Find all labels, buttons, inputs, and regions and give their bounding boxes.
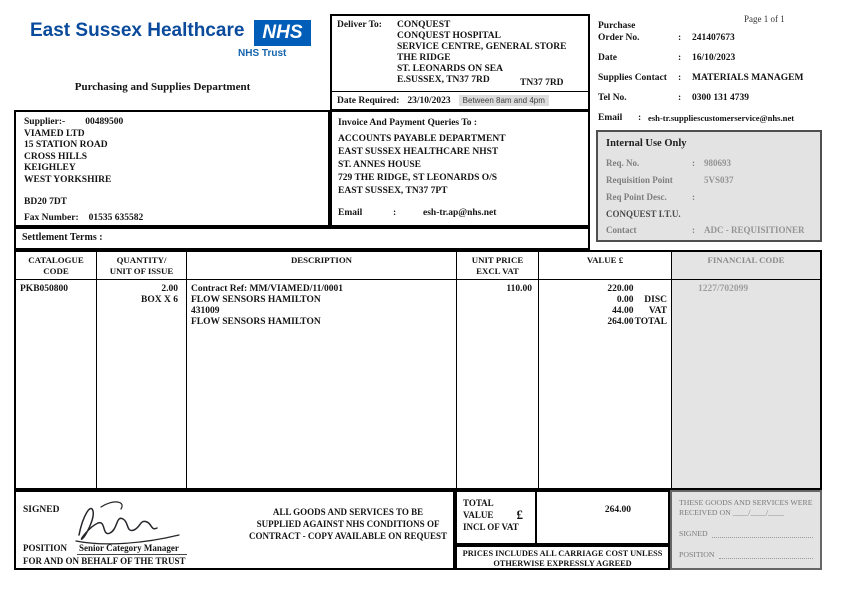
req-no-label: Req. No. — [606, 158, 640, 168]
supplier-address-line: WEST YORKSHIRE — [24, 174, 112, 185]
deliver-address-line: ST. LEONARDS ON SEA — [397, 64, 503, 74]
colon-separator: : — [678, 33, 682, 43]
value-line — [543, 295, 667, 306]
deliver-postcode-repeat: TN37 7RD — [520, 78, 564, 88]
invoice-queries-box — [330, 110, 590, 227]
invoice-address-line: ACCOUNTS PAYABLE DEPARTMENT — [338, 134, 506, 144]
supplies-contact-value: MATERIALS MANAGEM — [692, 73, 804, 83]
total-label-line: INCL OF VAT — [463, 522, 519, 532]
goods-received-box — [670, 490, 822, 570]
header-line: CODE — [43, 266, 69, 276]
order-date-label: Date — [598, 53, 617, 63]
value-line — [543, 306, 667, 317]
invoice-email-label: Email — [338, 208, 363, 218]
internal-use-title: Internal Use Only — [606, 138, 687, 149]
currency-symbol: £ — [516, 507, 523, 522]
unit-of-issue-cell: BOX X 6 — [141, 295, 178, 305]
requisition-point-value: 5VS037 — [704, 175, 734, 185]
total-value-box — [537, 490, 670, 545]
requisition-point-row — [606, 175, 812, 186]
quantity-cell: 2.00 — [161, 284, 178, 294]
fax-value: 01535 635582 — [88, 212, 144, 223]
conditions-line: CONTRACT - COPY AVAILABLE ON REQUEST — [249, 531, 447, 541]
invoice-queries-title: Invoice And Payment Queries To : — [338, 118, 478, 128]
carriage-line: PRICES INCLUDES ALL CARRIAGE COST UNLESS — [462, 549, 663, 558]
behalf-statement: FOR AND ON BEHALF OF THE TRUST — [23, 556, 186, 566]
header-line: EXCL VAT — [476, 266, 519, 276]
supplier-address-line: KEIGHLEY — [24, 163, 76, 173]
invoice-address-line: EAST SUSSEX HEALTHCARE NHST — [338, 147, 499, 157]
total-value: 264.00 — [604, 505, 631, 515]
deliver-address-line: THE RIDGE — [397, 53, 451, 63]
catalogue-header — [16, 252, 96, 280]
unit-price-column — [457, 252, 539, 488]
signature-box — [14, 490, 455, 570]
quantity-header — [97, 252, 186, 280]
internal-contact-value: ADC - REQUISITIONER — [704, 225, 805, 235]
conditions-text — [234, 506, 462, 542]
value-label — [634, 284, 667, 295]
received-position-label: POSITION — [679, 550, 715, 559]
value-amount: 220.00 — [607, 284, 634, 294]
page-number: Page 1 of 1 — [744, 14, 785, 24]
invoice-address-line: EAST SUSSEX, TN37 7PT — [338, 186, 448, 196]
supplier-label: Supplier:- — [24, 117, 66, 127]
colon-separator: : — [678, 53, 682, 63]
deliver-to-box — [330, 14, 590, 111]
req-point-desc-text: CONQUEST I.T.U. — [606, 209, 681, 219]
value-amount: 44.00 — [612, 306, 634, 316]
order-email-label: Email — [598, 113, 623, 123]
deliver-to-label: Deliver To: — [337, 20, 382, 30]
financial-code-cell: 1227/702099 — [698, 284, 749, 294]
org-logo-block — [30, 20, 330, 59]
value-line — [543, 284, 667, 295]
invoice-email-value: esh-tr.ap@nhs.net — [423, 208, 497, 218]
tel-label: Tel No. — [598, 93, 627, 103]
org-name: East Sussex Healthcare — [30, 20, 245, 41]
conditions-line: ALL GOODS AND SERVICES TO BE — [272, 507, 424, 517]
signature-dotted-line — [712, 530, 813, 538]
received-signed-label: SIGNED — [679, 529, 708, 538]
header-line: CATALOGUE — [28, 255, 84, 265]
tel-row — [598, 92, 822, 104]
quantity-column — [97, 252, 187, 488]
invoice-email-row — [338, 207, 496, 220]
deliver-address-line: E.SUSSEX, TN37 7RD — [397, 75, 490, 85]
signed-label: SIGNED — [23, 505, 60, 515]
supplier-box — [14, 110, 330, 227]
financial-code-column — [672, 252, 820, 488]
position-row — [23, 543, 187, 555]
colon-separator: : — [678, 73, 682, 83]
colon-separator: : — [678, 93, 682, 103]
req-point-desc-label: Req Point Desc. — [606, 192, 667, 202]
supplies-contact-label: Supplies Contact — [598, 73, 667, 83]
value-label: VAT — [648, 306, 667, 316]
carriage-line: OTHERWISE EXPRESSLY AGREED — [493, 559, 632, 568]
order-email-value: esh-tr.suppliescustomerservice@nhs.net — [648, 113, 795, 123]
supplier-address-line: CROSS HILLS — [24, 151, 88, 162]
value-label: DISC — [644, 295, 667, 305]
description-line: Contract Ref: MM/VIAMED/11/0001 — [191, 284, 343, 294]
fax-label: Fax Number: — [24, 212, 79, 223]
description-line: FLOW SENSORS HAMILTON — [191, 295, 321, 305]
supplies-contact-row — [598, 72, 822, 84]
carriage-statement — [455, 545, 670, 570]
po-number-row — [598, 20, 822, 44]
description-header: DESCRIPTION — [187, 252, 456, 280]
invoice-address-line: 729 THE RIDGE, ST LEONARDS O/S — [338, 173, 498, 183]
date-required-label: Date Required: — [337, 95, 400, 106]
department-title: Purchasing and Supplies Department — [74, 81, 251, 93]
deliver-address — [397, 20, 566, 86]
tel-value: 0300 131 4739 — [692, 93, 749, 103]
po-number-value: 241407673 — [692, 33, 735, 43]
supplier-code: 00489500 — [85, 117, 124, 127]
deliver-address-line: SERVICE CENTRE, GENERAL STORE — [397, 42, 567, 52]
colon-separator — [692, 175, 704, 186]
catalogue-code-cell: PKB050800 — [20, 284, 69, 294]
conditions-line: SUPPLIED AGAINST NHS CONDITIONS OF — [256, 519, 440, 529]
financial-code-header: FINANCIAL CODE — [672, 252, 820, 280]
nhs-logo: NHS — [254, 20, 310, 46]
req-no-row — [606, 158, 812, 169]
deliver-address-line: CONQUEST HOSPITAL — [397, 31, 501, 41]
supplier-address-line: VIAMED LTD — [24, 128, 85, 139]
signature-image — [71, 495, 186, 547]
value-header: VALUE £ — [539, 252, 671, 280]
date-required-row — [332, 91, 588, 109]
items-table — [14, 250, 822, 490]
order-date-value: 16/10/2023 — [692, 53, 736, 63]
req-no-value: 980693 — [704, 158, 731, 168]
settlement-terms-box — [14, 227, 590, 250]
value-label: TOTAL — [634, 317, 667, 327]
position-value: Senior Category Manager — [77, 543, 187, 555]
nhs-trust-label: NHS Trust — [238, 48, 287, 59]
unit-price-cell: 110.00 — [506, 284, 532, 294]
received-signed-row — [679, 529, 813, 538]
unit-price-header — [457, 252, 538, 280]
colon-separator: : — [692, 225, 695, 235]
header-line: UNIT PRICE — [471, 255, 524, 265]
date-required-value: 23/10/2023 — [407, 95, 451, 106]
description-line: FLOW SENSORS HAMILTON — [191, 317, 321, 327]
invoice-address-line: ST. ANNES HOUSE — [338, 160, 421, 170]
colon-separator: : — [692, 158, 695, 168]
header-line: UNIT OF ISSUE — [109, 266, 174, 276]
po-number-label-line2: Order No. — [598, 33, 640, 43]
position-dotted-line — [719, 551, 813, 559]
header-line: QUANTITY/ — [116, 255, 167, 265]
order-date-row — [598, 52, 822, 64]
total-label-line: TOTAL — [463, 498, 494, 508]
supplier-postcode: BD20 7DT — [24, 197, 68, 207]
req-point-desc-row — [606, 192, 812, 203]
value-amount: 0.00 — [616, 295, 634, 305]
description-column — [187, 252, 457, 488]
internal-contact-label: Contact — [606, 225, 637, 235]
internal-contact-row — [606, 225, 812, 236]
received-position-row — [679, 550, 813, 559]
internal-use-box — [596, 130, 822, 242]
position-label: POSITION — [23, 543, 68, 553]
value-line — [543, 317, 667, 328]
delivery-time-window: Between 8am and 4pm — [459, 95, 549, 106]
order-email-row — [598, 112, 822, 124]
settlement-terms-label: Settlement Terms : — [22, 232, 103, 243]
order-info-block — [598, 20, 822, 132]
total-label-box — [455, 490, 537, 545]
supplier-address-line: 15 STATION ROAD — [24, 140, 108, 150]
req-point-desc-value — [704, 192, 812, 203]
catalogue-column — [16, 252, 97, 488]
value-column — [539, 252, 672, 488]
total-label-line: VALUE — [463, 510, 494, 520]
colon-separator: : — [692, 192, 695, 202]
po-number-label-line1: Purchase — [598, 21, 636, 31]
received-statement-line: THESE GOODS AND SERVICES WERE — [679, 498, 813, 507]
colon-separator: : — [393, 208, 397, 218]
value-amount: 264.00 — [607, 317, 634, 327]
deliver-address-line: CONQUEST — [397, 20, 451, 30]
received-statement-line: RECEIVED ON ____/____/____ — [679, 507, 784, 517]
colon-separator: : — [638, 113, 642, 123]
requisition-point-label: Requisition Point — [606, 175, 673, 185]
description-line: 431009 — [191, 306, 220, 316]
